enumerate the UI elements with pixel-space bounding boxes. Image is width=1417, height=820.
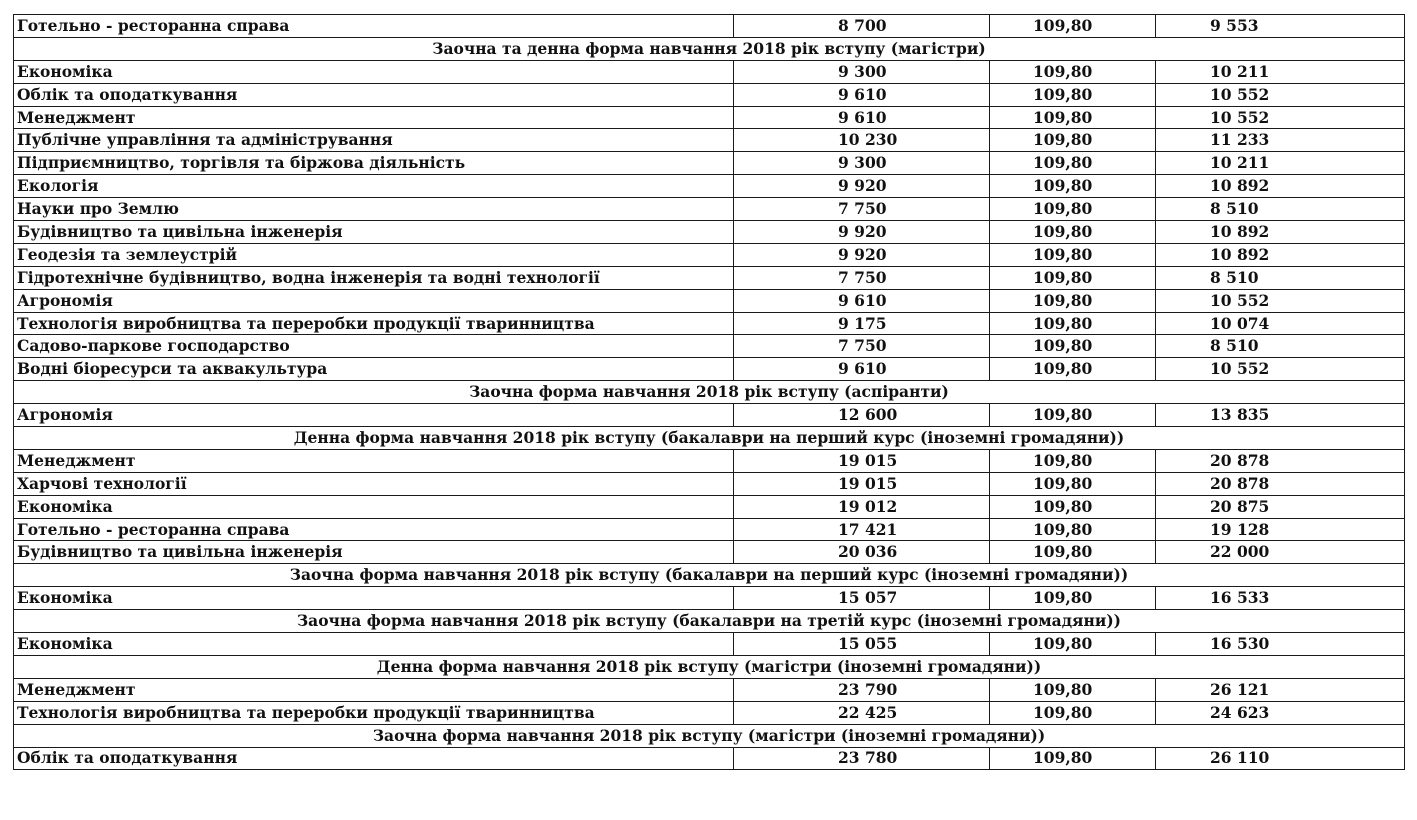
section-header-row xyxy=(14,427,1405,450)
base-cost-cell: 9 610 xyxy=(734,289,990,312)
table-row xyxy=(14,587,1405,610)
table-row xyxy=(14,495,1405,518)
indexed-cost-cell: 16 530 xyxy=(1156,633,1405,656)
tuition-fee-table-body xyxy=(14,15,1405,770)
specialty-name-cell: Садово-паркове господарство xyxy=(14,335,734,358)
indexed-cost-cell: 13 835 xyxy=(1156,404,1405,427)
index-cell: 109,80 xyxy=(990,358,1156,381)
indexed-cost-cell: 10 552 xyxy=(1156,106,1405,129)
section-header-row xyxy=(14,610,1405,633)
table-row xyxy=(14,289,1405,312)
base-cost-cell: 9 610 xyxy=(734,83,990,106)
indexed-cost-cell: 16 533 xyxy=(1156,587,1405,610)
base-cost-cell: 19 012 xyxy=(734,495,990,518)
indexed-cost-cell: 26 110 xyxy=(1156,747,1405,770)
base-cost-cell: 22 425 xyxy=(734,701,990,724)
specialty-name-cell: Менеджмент xyxy=(14,449,734,472)
index-cell: 109,80 xyxy=(990,83,1156,106)
specialty-name-cell: Екологія xyxy=(14,175,734,198)
section-title: Денна форма навчання 2018 рік вступу (магістри (іноземні громадяни)) xyxy=(14,655,1405,678)
index-cell: 109,80 xyxy=(990,106,1156,129)
index-cell: 109,80 xyxy=(990,129,1156,152)
base-cost-cell: 10 230 xyxy=(734,129,990,152)
base-cost-cell: 12 600 xyxy=(734,404,990,427)
base-cost-cell: 9 610 xyxy=(734,358,990,381)
indexed-cost-cell: 10 552 xyxy=(1156,289,1405,312)
table-row xyxy=(14,83,1405,106)
indexed-cost-cell: 24 623 xyxy=(1156,701,1405,724)
table-row xyxy=(14,701,1405,724)
specialty-name-cell: Будівництво та цивільна інженерія xyxy=(14,221,734,244)
index-cell: 109,80 xyxy=(990,312,1156,335)
specialty-name-cell: Економіка xyxy=(14,495,734,518)
base-cost-cell: 7 750 xyxy=(734,335,990,358)
section-title: Заочна форма навчання 2018 рік вступу (бакалаври на перший курс (іноземні громадяни)) xyxy=(14,564,1405,587)
index-cell: 109,80 xyxy=(990,152,1156,175)
index-cell: 109,80 xyxy=(990,747,1156,770)
table-row xyxy=(14,335,1405,358)
base-cost-cell: 19 015 xyxy=(734,449,990,472)
base-cost-cell: 9 300 xyxy=(734,60,990,83)
index-cell: 109,80 xyxy=(990,335,1156,358)
index-cell: 109,80 xyxy=(990,243,1156,266)
table-row xyxy=(14,152,1405,175)
indexed-cost-cell: 10 552 xyxy=(1156,83,1405,106)
specialty-name-cell: Водні біоресурси та аквакультура xyxy=(14,358,734,381)
table-row xyxy=(14,404,1405,427)
table-row xyxy=(14,312,1405,335)
indexed-cost-cell: 8 510 xyxy=(1156,266,1405,289)
section-header-row xyxy=(14,564,1405,587)
index-cell: 109,80 xyxy=(990,289,1156,312)
index-cell: 109,80 xyxy=(990,587,1156,610)
table-row xyxy=(14,747,1405,770)
table-row xyxy=(14,106,1405,129)
base-cost-cell: 15 055 xyxy=(734,633,990,656)
section-title: Заочна форма навчання 2018 рік вступу (бакалаври на третій курс (іноземні громадяни)) xyxy=(14,610,1405,633)
specialty-name-cell: Агрономія xyxy=(14,289,734,312)
table-row xyxy=(14,518,1405,541)
specialty-name-cell: Науки про Землю xyxy=(14,198,734,221)
base-cost-cell: 9 300 xyxy=(734,152,990,175)
indexed-cost-cell: 10 211 xyxy=(1156,152,1405,175)
index-cell: 109,80 xyxy=(990,633,1156,656)
specialty-name-cell: Облік та оподаткування xyxy=(14,83,734,106)
base-cost-cell: 9 920 xyxy=(734,175,990,198)
base-cost-cell: 9 175 xyxy=(734,312,990,335)
table-row xyxy=(14,175,1405,198)
specialty-name-cell: Технологія виробництва та переробки продукції тваринництва xyxy=(14,312,734,335)
table-row xyxy=(14,15,1405,38)
indexed-cost-cell: 9 553 xyxy=(1156,15,1405,38)
indexed-cost-cell: 22 000 xyxy=(1156,541,1405,564)
indexed-cost-cell: 20 878 xyxy=(1156,449,1405,472)
base-cost-cell: 9 920 xyxy=(734,243,990,266)
specialty-name-cell: Агрономія xyxy=(14,404,734,427)
indexed-cost-cell: 10 211 xyxy=(1156,60,1405,83)
specialty-name-cell: Технологія виробництва та переробки продукції тваринництва xyxy=(14,701,734,724)
table-row xyxy=(14,633,1405,656)
table-row xyxy=(14,678,1405,701)
table-row xyxy=(14,541,1405,564)
tuition-fee-table xyxy=(13,14,1405,770)
section-header-row xyxy=(14,37,1405,60)
indexed-cost-cell: 8 510 xyxy=(1156,198,1405,221)
specialty-name-cell: Геодезія та землеустрій xyxy=(14,243,734,266)
index-cell: 109,80 xyxy=(990,518,1156,541)
specialty-name-cell: Менеджмент xyxy=(14,678,734,701)
specialty-name-cell: Економіка xyxy=(14,633,734,656)
section-title: Заочна та денна форма навчання 2018 рік вступу (магістри) xyxy=(14,37,1405,60)
indexed-cost-cell: 19 128 xyxy=(1156,518,1405,541)
base-cost-cell: 7 750 xyxy=(734,266,990,289)
indexed-cost-cell: 20 875 xyxy=(1156,495,1405,518)
table-row xyxy=(14,472,1405,495)
base-cost-cell: 7 750 xyxy=(734,198,990,221)
base-cost-cell: 23 780 xyxy=(734,747,990,770)
specialty-name-cell: Гідротехнічне будівництво, водна інженерія та водні технології xyxy=(14,266,734,289)
specialty-name-cell: Готельно - ресторанна справа xyxy=(14,518,734,541)
base-cost-cell: 23 790 xyxy=(734,678,990,701)
indexed-cost-cell: 10 892 xyxy=(1156,175,1405,198)
specialty-name-cell: Харчові технології xyxy=(14,472,734,495)
index-cell: 109,80 xyxy=(990,221,1156,244)
indexed-cost-cell: 20 878 xyxy=(1156,472,1405,495)
base-cost-cell: 20 036 xyxy=(734,541,990,564)
table-row xyxy=(14,221,1405,244)
base-cost-cell: 9 920 xyxy=(734,221,990,244)
index-cell: 109,80 xyxy=(990,404,1156,427)
section-title: Заочна форма навчання 2018 рік вступу (аспіранти) xyxy=(14,381,1405,404)
index-cell: 109,80 xyxy=(990,60,1156,83)
index-cell: 109,80 xyxy=(990,495,1156,518)
base-cost-cell: 8 700 xyxy=(734,15,990,38)
indexed-cost-cell: 10 552 xyxy=(1156,358,1405,381)
index-cell: 109,80 xyxy=(990,266,1156,289)
table-row xyxy=(14,358,1405,381)
index-cell: 109,80 xyxy=(990,175,1156,198)
table-row xyxy=(14,129,1405,152)
index-cell: 109,80 xyxy=(990,198,1156,221)
index-cell: 109,80 xyxy=(990,449,1156,472)
index-cell: 109,80 xyxy=(990,678,1156,701)
tuition-fee-document xyxy=(13,14,1404,770)
section-header-row xyxy=(14,381,1405,404)
base-cost-cell: 15 057 xyxy=(734,587,990,610)
table-row xyxy=(14,198,1405,221)
table-row xyxy=(14,266,1405,289)
indexed-cost-cell: 11 233 xyxy=(1156,129,1405,152)
index-cell: 109,80 xyxy=(990,541,1156,564)
specialty-name-cell: Публічне управління та адміністрування xyxy=(14,129,734,152)
base-cost-cell: 17 421 xyxy=(734,518,990,541)
base-cost-cell: 19 015 xyxy=(734,472,990,495)
indexed-cost-cell: 26 121 xyxy=(1156,678,1405,701)
specialty-name-cell: Економіка xyxy=(14,60,734,83)
section-header-row xyxy=(14,724,1405,747)
index-cell: 109,80 xyxy=(990,701,1156,724)
indexed-cost-cell: 10 892 xyxy=(1156,221,1405,244)
indexed-cost-cell: 8 510 xyxy=(1156,335,1405,358)
specialty-name-cell: Облік та оподаткування xyxy=(14,747,734,770)
indexed-cost-cell: 10 892 xyxy=(1156,243,1405,266)
specialty-name-cell: Менеджмент xyxy=(14,106,734,129)
index-cell: 109,80 xyxy=(990,472,1156,495)
specialty-name-cell: Економіка xyxy=(14,587,734,610)
index-cell: 109,80 xyxy=(990,15,1156,38)
base-cost-cell: 9 610 xyxy=(734,106,990,129)
specialty-name-cell: Готельно - ресторанна справа xyxy=(14,15,734,38)
table-row xyxy=(14,243,1405,266)
section-title: Денна форма навчання 2018 рік вступу (бакалаври на перший курс (іноземні громадяни)) xyxy=(14,427,1405,450)
section-title: Заочна форма навчання 2018 рік вступу (магістри (іноземні громадяни)) xyxy=(14,724,1405,747)
specialty-name-cell: Будівництво та цивільна інженерія xyxy=(14,541,734,564)
specialty-name-cell: Підприємництво, торгівля та біржова діяльність xyxy=(14,152,734,175)
table-row xyxy=(14,60,1405,83)
indexed-cost-cell: 10 074 xyxy=(1156,312,1405,335)
section-header-row xyxy=(14,655,1405,678)
table-row xyxy=(14,449,1405,472)
